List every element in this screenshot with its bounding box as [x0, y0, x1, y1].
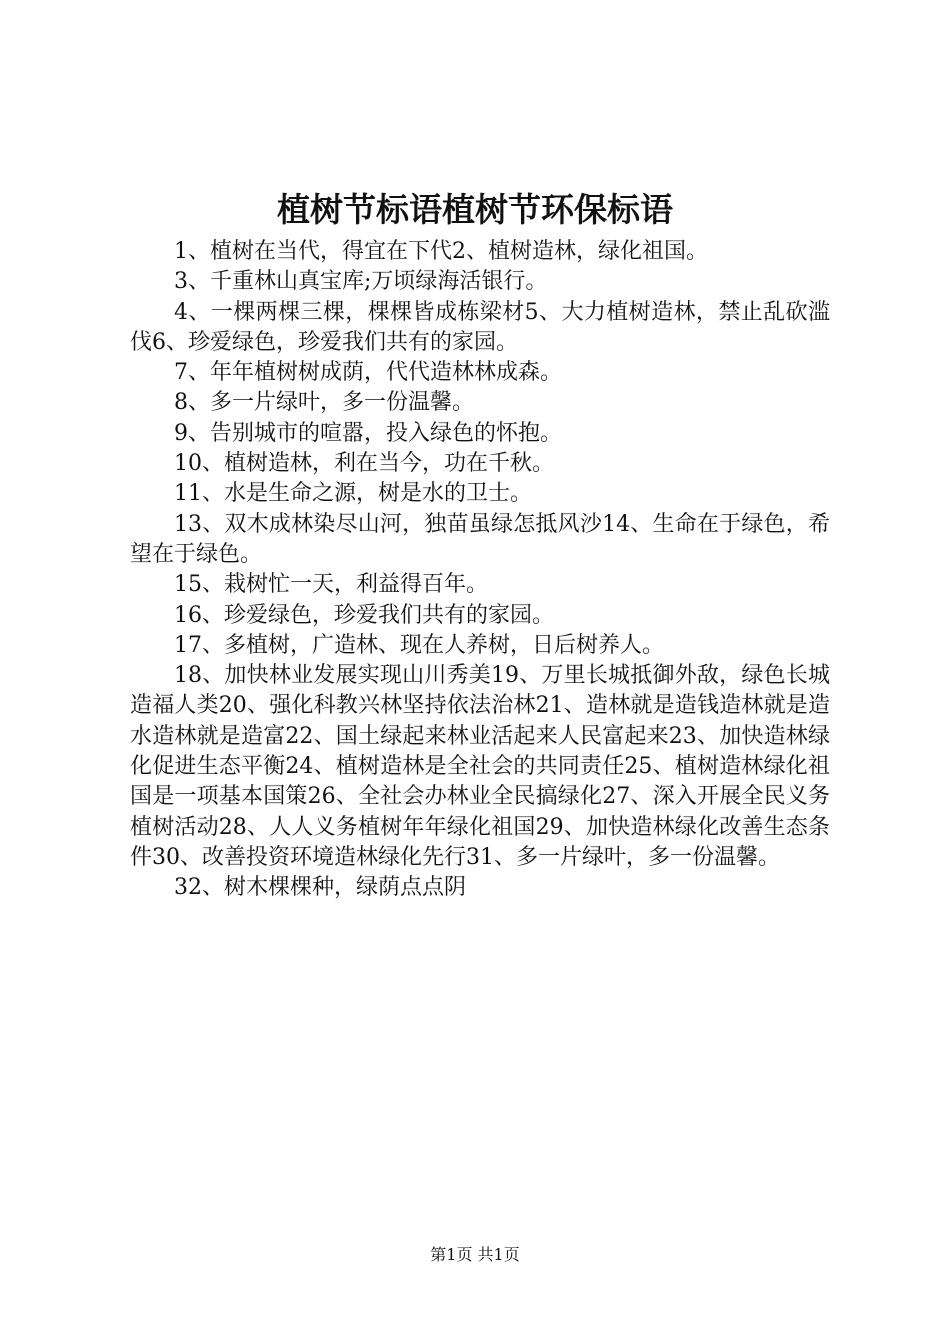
paragraph: 4、一棵两棵三棵，棵棵皆成栋梁材5、大力植树造林，禁止乱砍滥伐6、珍爱绿色，珍爱我们共有的家园。	[130, 299, 830, 355]
paragraph: 1、植树在当代，得宜在下代2、植树造林，绿化祖国。	[174, 239, 708, 264]
paragraph: 11、水是生命之源，树是水的卫士。	[174, 481, 532, 507]
paragraph: 10、植树造林，利在当今，功在千秋。	[174, 451, 554, 477]
page-footer: 第1页 共1页	[430, 1245, 520, 1264]
document-title: 植树节标语植树节环保标语	[277, 190, 673, 229]
paragraph: 8、多一片绿叶，多一份温馨。	[174, 390, 474, 416]
paragraph: 7、年年植树树成荫，代代造林林成森。	[174, 360, 562, 386]
paragraph: 16、珍爱绿色，珍爱我们共有的家园。	[174, 602, 554, 628]
paragraph: 3、千重林山真宝库;万顷绿海活银行。	[174, 269, 548, 295]
document-body	[130, 237, 830, 904]
paragraph: 13、双木成林染尽山河，独苗虽绿怎抵风沙14、生命在于绿色，希望在于绿色。	[130, 511, 830, 567]
paragraph: 9、告别城市的喧嚣，投入绿色的怀抱。	[174, 420, 562, 446]
paragraph: 32、树木棵棵种，绿荫点点阴	[174, 875, 466, 901]
paragraph: 15、栽树忙一天，利益得百年。	[174, 572, 488, 598]
paragraph: 17、多植树，广造林、现在人养树，日后树养人。	[174, 632, 664, 658]
paragraph: 18、加快林业发展实现山川秀美19、万里长城抵御外敌，绿色长城造福人类20、强化科教兴林坚持依法治林21、造林就是造钱造林就是造水造林就是造富22、国土绿起来林业活起来人民富起来23、加快造林绿化促进生态平衡24、植树造林是全社会的共同责任25、植树造林绿化祖国是一项基本国策26、全社会办林业全民搞绿化27、深入开展全民义务植树活动28、人人义务植树年年绿化祖国29、加快造林绿化改善生态条件30、改善投资环境造林绿化先行31、多一片绿叶，多一份温馨。	[130, 663, 830, 870]
